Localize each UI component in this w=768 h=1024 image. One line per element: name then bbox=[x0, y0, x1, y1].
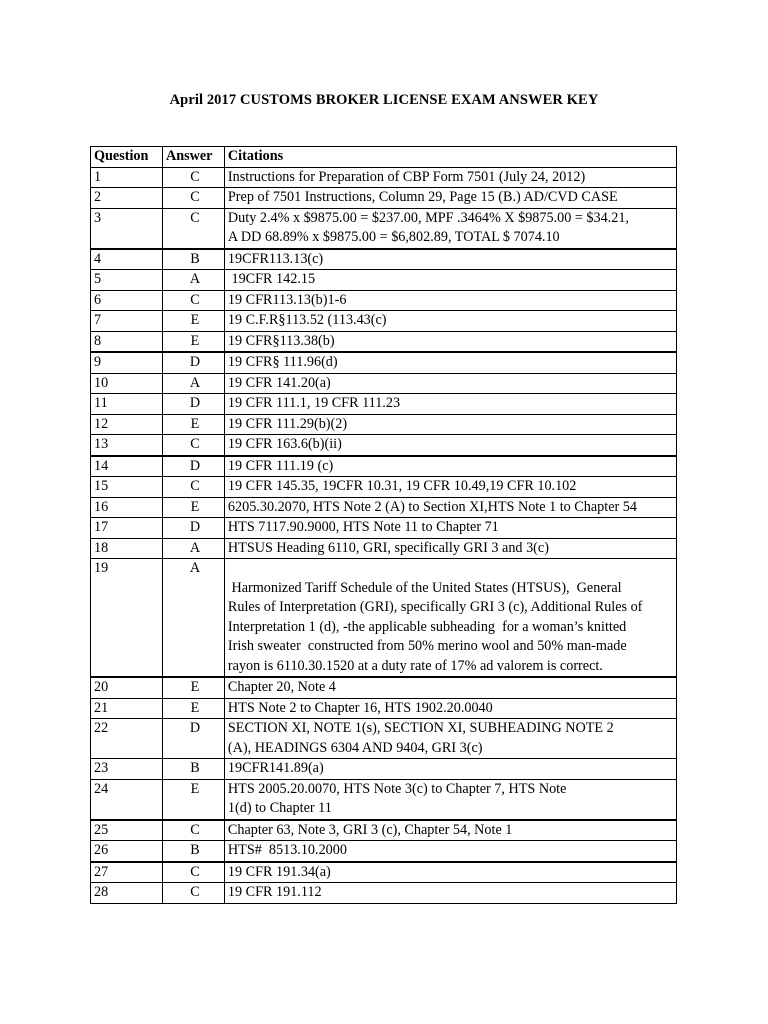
answer-letter: A bbox=[162, 559, 224, 678]
citation-text: Chapter 20, Note 4 bbox=[227, 679, 336, 695]
question-number: 23 bbox=[91, 759, 163, 780]
citation-cell bbox=[224, 779, 676, 820]
citation-cell bbox=[224, 759, 676, 780]
citation-cell bbox=[224, 311, 676, 332]
answer-letter: A bbox=[162, 373, 224, 394]
table-row bbox=[91, 414, 677, 435]
citation-text: 19CFR113.13(c) bbox=[227, 250, 324, 267]
citation-cell bbox=[224, 841, 676, 862]
citation-text: 19 CFR 145.35, 19CFR 10.31, 19 CFR 10.49,19 CFR 10.102 bbox=[227, 478, 577, 494]
citation-text: HTS 7117.90.9000, HTS Note 11 to Chapter 71 bbox=[227, 519, 499, 535]
answer-rows bbox=[91, 167, 677, 903]
table-row bbox=[91, 311, 677, 332]
question-number: 11 bbox=[91, 394, 163, 415]
page-title: April 2017 CUSTOMS BROKER LICENSE EXAM ANSWER KEY bbox=[169, 92, 599, 108]
question-number: 18 bbox=[91, 538, 163, 559]
question-number: 20 bbox=[91, 677, 163, 698]
question-number: 19 bbox=[91, 559, 163, 678]
answer-letter: C bbox=[162, 883, 224, 904]
answer-letter: B bbox=[162, 841, 224, 862]
answer-letter: B bbox=[162, 249, 224, 270]
question-number: 13 bbox=[91, 435, 163, 456]
table-row bbox=[91, 270, 677, 291]
table-row bbox=[91, 290, 677, 311]
answer-key-table bbox=[90, 146, 677, 904]
table-row bbox=[91, 883, 677, 904]
question-number: 8 bbox=[91, 331, 163, 352]
citation-text: 6205.30.2070, HTS Note 2 (A) to Section XI,HTS Note 1 to Chapter 54 bbox=[227, 498, 637, 515]
citation-cell bbox=[224, 862, 676, 883]
question-number: 24 bbox=[91, 779, 163, 820]
table-row bbox=[91, 518, 677, 539]
question-number: 26 bbox=[91, 841, 163, 862]
table-row bbox=[91, 373, 677, 394]
table-row bbox=[91, 698, 677, 719]
citation-cell bbox=[224, 559, 676, 678]
citation-text: 19 CFR 163.6(b)(ii) bbox=[227, 436, 342, 452]
citation-cell bbox=[224, 719, 676, 759]
citation-text: 19 CFR113.13(b)1-6 bbox=[227, 291, 347, 308]
answer-letter: E bbox=[162, 331, 224, 352]
table-row bbox=[91, 249, 677, 270]
citation-cell bbox=[224, 373, 676, 394]
citation-cell bbox=[224, 290, 676, 311]
citation-cell bbox=[224, 883, 676, 904]
citation-text: HTS Note 2 to Chapter 16, HTS 1902.20.0040 bbox=[227, 699, 493, 716]
question-number: 7 bbox=[91, 311, 163, 332]
table-row bbox=[91, 352, 677, 373]
citation-cell bbox=[224, 249, 676, 270]
table-row bbox=[91, 167, 677, 188]
citation-cell bbox=[224, 352, 676, 373]
question-number: 3 bbox=[91, 208, 163, 249]
answer-column-header: Answer bbox=[162, 147, 224, 168]
citation-text: Prep of 7501 Instructions, Column 29, Page 15 (B.) AD/CVD CASE bbox=[227, 189, 618, 205]
citation-cell bbox=[224, 414, 676, 435]
citations-column-header: Citations bbox=[224, 147, 676, 168]
question-column-header: Question bbox=[91, 147, 163, 168]
citation-cell bbox=[224, 270, 676, 291]
citation-text: 19 CFR§113.38(b) bbox=[227, 332, 335, 349]
citation-text: 19 C.F.R§113.52 (113.43(c) bbox=[227, 312, 387, 328]
citation-cell bbox=[224, 497, 676, 518]
citation-text: 19CFR 142.15 bbox=[227, 271, 316, 287]
table-row bbox=[91, 538, 677, 559]
citation-text: Chapter 63, Note 3, GRI 3 (c), Chapter 54, Note 1 bbox=[227, 821, 513, 838]
citation-text: 19 CFR 141.20(a) bbox=[227, 374, 331, 391]
table-row bbox=[91, 841, 677, 862]
question-number: 10 bbox=[91, 373, 163, 394]
question-number: 4 bbox=[91, 249, 163, 270]
answer-letter: D bbox=[162, 394, 224, 415]
answer-letter: D bbox=[162, 719, 224, 759]
answer-letter: D bbox=[162, 352, 224, 373]
citation-text: 19 CFR 191.34(a) bbox=[227, 863, 331, 880]
citation-text: HTS# 8513.10.2000 bbox=[227, 842, 347, 858]
question-number: 1 bbox=[91, 167, 163, 188]
question-number: 21 bbox=[91, 698, 163, 719]
table-row bbox=[91, 394, 677, 415]
answer-letter: E bbox=[162, 698, 224, 719]
answer-letter: E bbox=[162, 414, 224, 435]
citation-cell bbox=[224, 208, 676, 249]
question-number: 17 bbox=[91, 518, 163, 539]
citation-text: Harmonized Tariff Schedule of the United States (HTSUS), General Rules of Interpretation (GRI), specifically GRI 3 (c), Additional Rules of Interpretation 1 (d), -the applicable subheading for a woman’s knitted Irish sweater constructed from 50% merino wool and 50% man-made rayon is 6110.30.1520 at a duty rate of 17% ad valorem is correct. bbox=[227, 579, 643, 674]
citation-cell bbox=[224, 331, 676, 352]
citation-cell bbox=[224, 538, 676, 559]
citation-text: HTS 2005.20.0070, HTS Note 3(c) to Chapter 7, HTS Note 1(d) to Chapter 11 bbox=[227, 780, 567, 816]
table-row bbox=[91, 477, 677, 498]
citation-cell bbox=[224, 518, 676, 539]
answer-letter: A bbox=[162, 538, 224, 559]
citation-text: 19 CFR 191.112 bbox=[227, 884, 322, 900]
citation-text: Instructions for Preparation of CBP Form 7501 (July 24, 2012) bbox=[227, 168, 586, 185]
citation-text: 19 CFR 111.19 (c) bbox=[227, 457, 334, 474]
citation-text: SECTION XI, NOTE 1(s), SECTION XI, SUBHEADING NOTE 2 (A), HEADINGS 6304 AND 9404, GRI 3(c) bbox=[227, 720, 614, 756]
question-number: 16 bbox=[91, 497, 163, 518]
question-number: 5 bbox=[91, 270, 163, 291]
citation-cell bbox=[224, 394, 676, 415]
citation-cell bbox=[224, 698, 676, 719]
table-row bbox=[91, 435, 677, 456]
answer-letter: C bbox=[162, 435, 224, 456]
answer-letter: D bbox=[162, 518, 224, 539]
table-header-row bbox=[91, 147, 677, 168]
question-number: 6 bbox=[91, 290, 163, 311]
question-number: 15 bbox=[91, 477, 163, 498]
question-number: 28 bbox=[91, 883, 163, 904]
answer-letter: C bbox=[162, 188, 224, 209]
citation-cell bbox=[224, 677, 676, 698]
table-row bbox=[91, 497, 677, 518]
citation-cell bbox=[224, 435, 676, 456]
answer-letter: C bbox=[162, 290, 224, 311]
citation-text: 19 CFR 111.29(b)(2) bbox=[227, 415, 348, 432]
answer-letter: C bbox=[162, 167, 224, 188]
table-row bbox=[91, 677, 677, 698]
answer-letter: A bbox=[162, 270, 224, 291]
answer-letter: C bbox=[162, 862, 224, 883]
answer-letter: B bbox=[162, 759, 224, 780]
answer-letter: C bbox=[162, 477, 224, 498]
table-row bbox=[91, 208, 677, 249]
answer-letter: E bbox=[162, 677, 224, 698]
answer-letter: C bbox=[162, 208, 224, 249]
table-row bbox=[91, 188, 677, 209]
citation-cell bbox=[224, 820, 676, 841]
question-number: 14 bbox=[91, 456, 163, 477]
citation-cell bbox=[224, 456, 676, 477]
citation-cell bbox=[224, 477, 676, 498]
table-row bbox=[91, 820, 677, 841]
question-number: 22 bbox=[91, 719, 163, 759]
answer-letter: E bbox=[162, 311, 224, 332]
table-row bbox=[91, 331, 677, 352]
question-number: 27 bbox=[91, 862, 163, 883]
table-row bbox=[91, 779, 677, 820]
table-row bbox=[91, 759, 677, 780]
citation-cell bbox=[224, 188, 676, 209]
citation-text: HTSUS Heading 6110, GRI, specifically GRI 3 and 3(c) bbox=[227, 539, 549, 556]
citation-text: 19 CFR 111.1, 19 CFR 111.23 bbox=[227, 395, 401, 411]
question-number: 2 bbox=[91, 188, 163, 209]
citation-text: 19 CFR§ 111.96(d) bbox=[227, 354, 338, 370]
answer-letter: E bbox=[162, 497, 224, 518]
answer-letter: E bbox=[162, 779, 224, 820]
table-row bbox=[91, 559, 677, 678]
table-row bbox=[91, 862, 677, 883]
question-number: 12 bbox=[91, 414, 163, 435]
answer-letter: D bbox=[162, 456, 224, 477]
citation-text: Duty 2.4% x $9875.00 = $237.00, MPF .3464% X $9875.00 = $34.21, A DD 68.89% x $9875.00 = $6,802.89, TOTAL $ 7074.10 bbox=[227, 209, 629, 245]
table-row bbox=[91, 719, 677, 759]
question-number: 9 bbox=[91, 352, 163, 373]
citation-cell bbox=[224, 167, 676, 188]
citation-text: 19CFR141.89(a) bbox=[227, 760, 324, 776]
table-row bbox=[91, 456, 677, 477]
question-number: 25 bbox=[91, 820, 163, 841]
answer-letter: C bbox=[162, 820, 224, 841]
